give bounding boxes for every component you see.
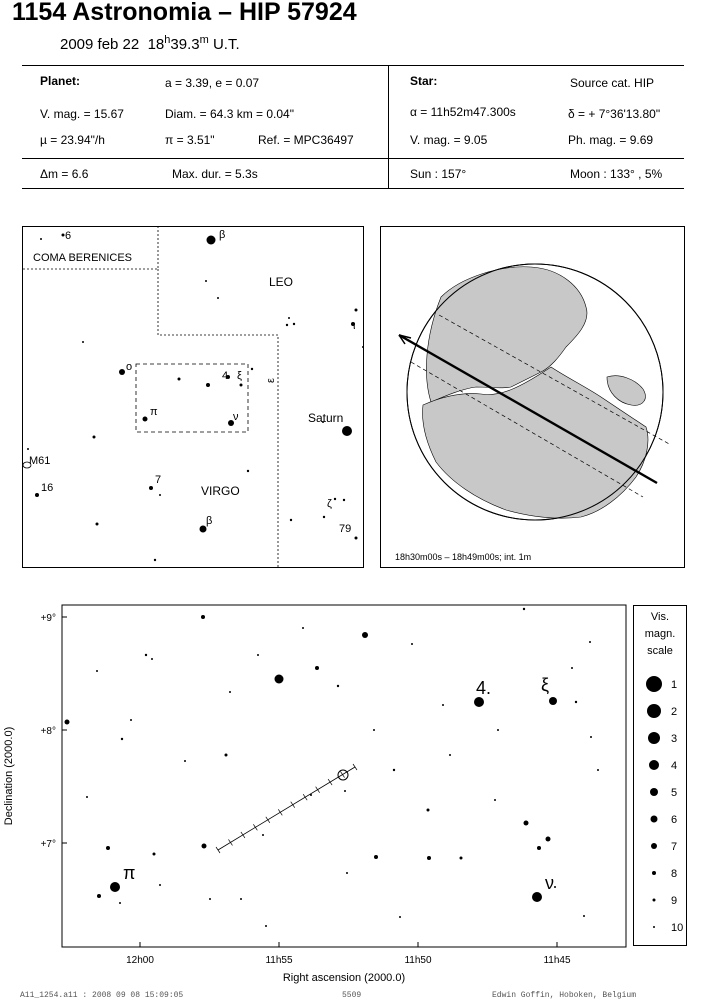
detail-star <box>546 837 551 842</box>
detail-star <box>346 872 348 874</box>
leo-label: LEO <box>269 275 294 289</box>
finder-star <box>35 493 39 497</box>
scale-label: 4 <box>671 760 678 772</box>
magnitude-scale <box>633 605 687 946</box>
planet-heading: Planet: <box>40 74 81 88</box>
detail-star <box>427 856 431 860</box>
detail-star <box>201 615 205 619</box>
detail-star <box>393 769 395 771</box>
detail-star <box>523 608 525 610</box>
finder-star <box>217 297 219 299</box>
detail-star <box>315 666 319 670</box>
finder-star <box>205 280 207 282</box>
detail-star <box>460 857 463 860</box>
detail-star <box>110 882 120 892</box>
detail-star <box>554 886 556 888</box>
finder-star <box>207 236 216 245</box>
detail-star <box>411 643 413 645</box>
finder-star <box>82 341 84 343</box>
event-hour: 18 <box>147 36 165 53</box>
nu-detail-label: ν <box>545 873 554 893</box>
scale-label: 7 <box>671 841 678 853</box>
path-tick <box>328 779 332 785</box>
detail-star <box>537 846 541 850</box>
finder-star <box>362 346 363 348</box>
xi-detail-label: ξ <box>541 675 550 695</box>
detail-star <box>597 769 599 771</box>
max-duration: Max. dur. = 5.3s <box>172 167 258 181</box>
finder-star <box>293 323 295 325</box>
finder-star <box>342 426 352 436</box>
coma-label: COMA BERENICES <box>33 252 133 264</box>
detail-star <box>549 697 557 705</box>
sun-elongation: Sun : 157° <box>410 167 467 181</box>
finder-chart <box>22 226 364 568</box>
finder-star <box>334 498 336 500</box>
detail-star <box>130 719 132 721</box>
detail-star <box>145 654 147 656</box>
star-heading: Star: <box>410 74 438 88</box>
path-tick <box>253 824 257 830</box>
globe-caption: 18h30m00s – 18h49m00s; int. 1m <box>395 552 532 562</box>
path-tick <box>353 764 357 770</box>
finder-star <box>143 417 148 422</box>
finder-star <box>323 516 325 518</box>
planet-vmag: V. mag. = 15.67 <box>40 107 124 121</box>
planet-diameter: Diam. = 64.3 km = 0.04" <box>165 107 294 121</box>
detail-star <box>262 834 264 836</box>
finder-star <box>240 384 243 387</box>
scale-label: 5 <box>671 787 678 799</box>
detail-star <box>532 892 542 902</box>
asteroid-path <box>218 767 355 850</box>
beta-vir-label: β <box>206 515 213 527</box>
detail-star <box>240 898 242 900</box>
detail-star <box>494 799 496 801</box>
scale-dot <box>650 788 658 796</box>
footer-code: 5509 <box>342 991 362 1000</box>
finder-star <box>288 317 290 319</box>
scale-items <box>634 666 686 966</box>
scale-dot <box>652 871 656 875</box>
detail-star <box>265 925 267 927</box>
detail-star <box>121 738 123 740</box>
planet-orbit: a = 3.39, e = 0.07 <box>165 76 260 90</box>
moon-info: Moon : 133° , 5% <box>570 167 663 181</box>
finder-star <box>27 448 29 450</box>
y-tick-label: +9° <box>40 613 56 624</box>
path-tick <box>291 802 295 808</box>
x-tick-label: 11h50 <box>404 955 432 966</box>
detail-star <box>427 809 430 812</box>
star4-label: 4 <box>222 370 229 382</box>
detail-star <box>275 675 284 684</box>
detail-star <box>97 894 101 898</box>
path-tick <box>228 839 232 845</box>
planet-reference: Ref. = MPC36497 <box>258 133 354 147</box>
scale-label: 3 <box>671 733 678 745</box>
x-tick-label: 11h55 <box>265 955 293 966</box>
detail-chart <box>0 580 701 1000</box>
info-divider <box>388 65 389 188</box>
path-tick <box>216 847 220 853</box>
finder-star <box>93 436 96 439</box>
detail-ylabel: Declination (2000.0) <box>3 726 15 826</box>
detail-star <box>86 796 88 798</box>
finder-star <box>40 238 42 240</box>
pi-label: π <box>150 406 158 418</box>
scale-dot <box>646 676 662 692</box>
info-bottom-rule <box>22 188 684 189</box>
detail-star <box>65 720 70 725</box>
zeta-label: ζ <box>327 498 332 510</box>
detail-star <box>399 916 401 918</box>
event-minute: 39.3 <box>170 36 200 53</box>
finder-star <box>290 519 292 521</box>
globe-panel <box>380 226 685 568</box>
star4-detail-label: 4. <box>476 678 492 698</box>
star-phmag: Ph. mag. = 9.69 <box>568 133 654 147</box>
detail-star <box>524 821 529 826</box>
star-vmag: V. mag. = 9.05 <box>410 133 488 147</box>
omicron-label: o <box>126 361 133 373</box>
finder-star <box>251 368 253 370</box>
finder-star <box>343 499 345 501</box>
detail-star <box>362 632 368 638</box>
detail-star <box>96 670 98 672</box>
detail-star <box>571 667 573 669</box>
x-tick-label: 11h45 <box>543 955 571 966</box>
planet-motion: µ = 23.94"/h <box>40 133 105 147</box>
finder-star <box>154 559 156 561</box>
info-top-rule <box>22 65 684 66</box>
scale-label: 9 <box>671 895 678 907</box>
scale-label: 6 <box>671 814 678 826</box>
xi-label: ξ <box>237 370 242 382</box>
detail-star <box>589 641 591 643</box>
scale-dot <box>651 843 657 849</box>
detail-star <box>590 736 592 738</box>
detail-star <box>257 654 259 656</box>
beta-leo-label: β <box>219 229 226 241</box>
detail-star <box>106 846 110 850</box>
nu-label: ν <box>233 411 239 423</box>
footer-author: Edwin Goffin, Hoboken, Belgium <box>492 991 637 1000</box>
scale-dot <box>653 899 656 902</box>
x-tick-label: 12h00 <box>126 955 154 966</box>
pi-detail-label: π <box>123 863 136 883</box>
finder-star <box>355 309 358 312</box>
minute-unit: m <box>199 34 209 46</box>
star79-label: 79 <box>339 523 352 535</box>
hour-unit: h <box>164 34 171 46</box>
scale-dot <box>651 816 658 823</box>
finder-star <box>206 383 210 387</box>
scale-dot <box>647 704 661 718</box>
scale-label: 10 <box>671 922 684 934</box>
virgo-label: VIRGO <box>201 484 240 498</box>
path-tick <box>278 809 282 815</box>
path-tick <box>241 832 245 838</box>
scale-title3: scale <box>647 645 673 657</box>
page-title: 1154 Astronomia – HIP 57924 <box>12 0 357 26</box>
detail-star <box>449 754 451 756</box>
detail-star <box>337 685 339 687</box>
detail-star <box>302 627 304 629</box>
event-date: 2009 feb 22 <box>60 36 140 53</box>
scale-title2: magn. <box>644 628 676 640</box>
detail-star <box>202 844 207 849</box>
detail-star <box>344 790 346 792</box>
epsilon-label: ε <box>265 378 277 383</box>
detail-star <box>474 697 484 707</box>
detail-star <box>442 704 444 706</box>
finder-star <box>119 369 125 375</box>
detail-star <box>225 754 228 757</box>
event-datetime <box>60 34 240 53</box>
scale-label: 1 <box>671 679 678 691</box>
detail-star <box>153 853 156 856</box>
finder-star <box>96 523 99 526</box>
footer-file: A11_1254.a11 : 2008 09 08 15:09:05 <box>20 991 184 1000</box>
finder-star <box>247 470 249 472</box>
scale-title1: Vis. <box>650 611 670 623</box>
y-tick-label: +8° <box>40 726 56 737</box>
scale-label: 2 <box>671 706 678 718</box>
planet-parallax: π = 3.51" <box>165 133 215 147</box>
detail-star <box>151 658 153 660</box>
star6-label: 6 <box>65 230 72 242</box>
detail-star <box>184 760 186 762</box>
finder-star <box>159 494 161 496</box>
path-tick <box>341 772 345 778</box>
event-timescale: U.T. <box>212 36 240 53</box>
saturn-label: Saturn <box>308 411 344 425</box>
finder-star <box>286 324 288 326</box>
star16-label: 16 <box>41 482 54 494</box>
star7-label: 7 <box>155 474 162 486</box>
star-ra: α = 11h52m47.300s <box>410 105 516 119</box>
scale-label: 8 <box>671 868 678 880</box>
finder-star <box>178 378 181 381</box>
m61-label: M61 <box>29 455 51 467</box>
detail-star <box>159 884 161 886</box>
path-tick <box>266 817 270 823</box>
detail-star <box>497 729 499 731</box>
star-source: Source cat. HIP <box>570 76 655 90</box>
scale-dot <box>653 926 655 928</box>
iota-label: ι <box>353 320 356 332</box>
detail-star <box>373 729 375 731</box>
finder-star <box>149 486 153 490</box>
star-dec: δ = + 7°36'13.80" <box>568 107 661 121</box>
finder-star <box>355 537 358 540</box>
detail-star <box>583 915 585 917</box>
y-tick-label: +7° <box>40 839 56 850</box>
finder-map <box>23 227 363 567</box>
path-tick <box>303 794 307 800</box>
detail-star <box>374 855 378 859</box>
info-mid-rule <box>22 158 684 159</box>
delta-mag: Δm = 6.6 <box>40 167 89 181</box>
detail-star <box>119 902 121 904</box>
scale-dot <box>648 732 660 744</box>
detail-xlabel: Right ascension (2000.0) <box>282 972 406 984</box>
path-tick <box>316 787 320 793</box>
detail-star <box>229 691 231 693</box>
scale-dot <box>649 760 659 770</box>
detail-star <box>209 898 211 900</box>
detail-star <box>575 701 577 703</box>
globe-map <box>381 227 684 567</box>
